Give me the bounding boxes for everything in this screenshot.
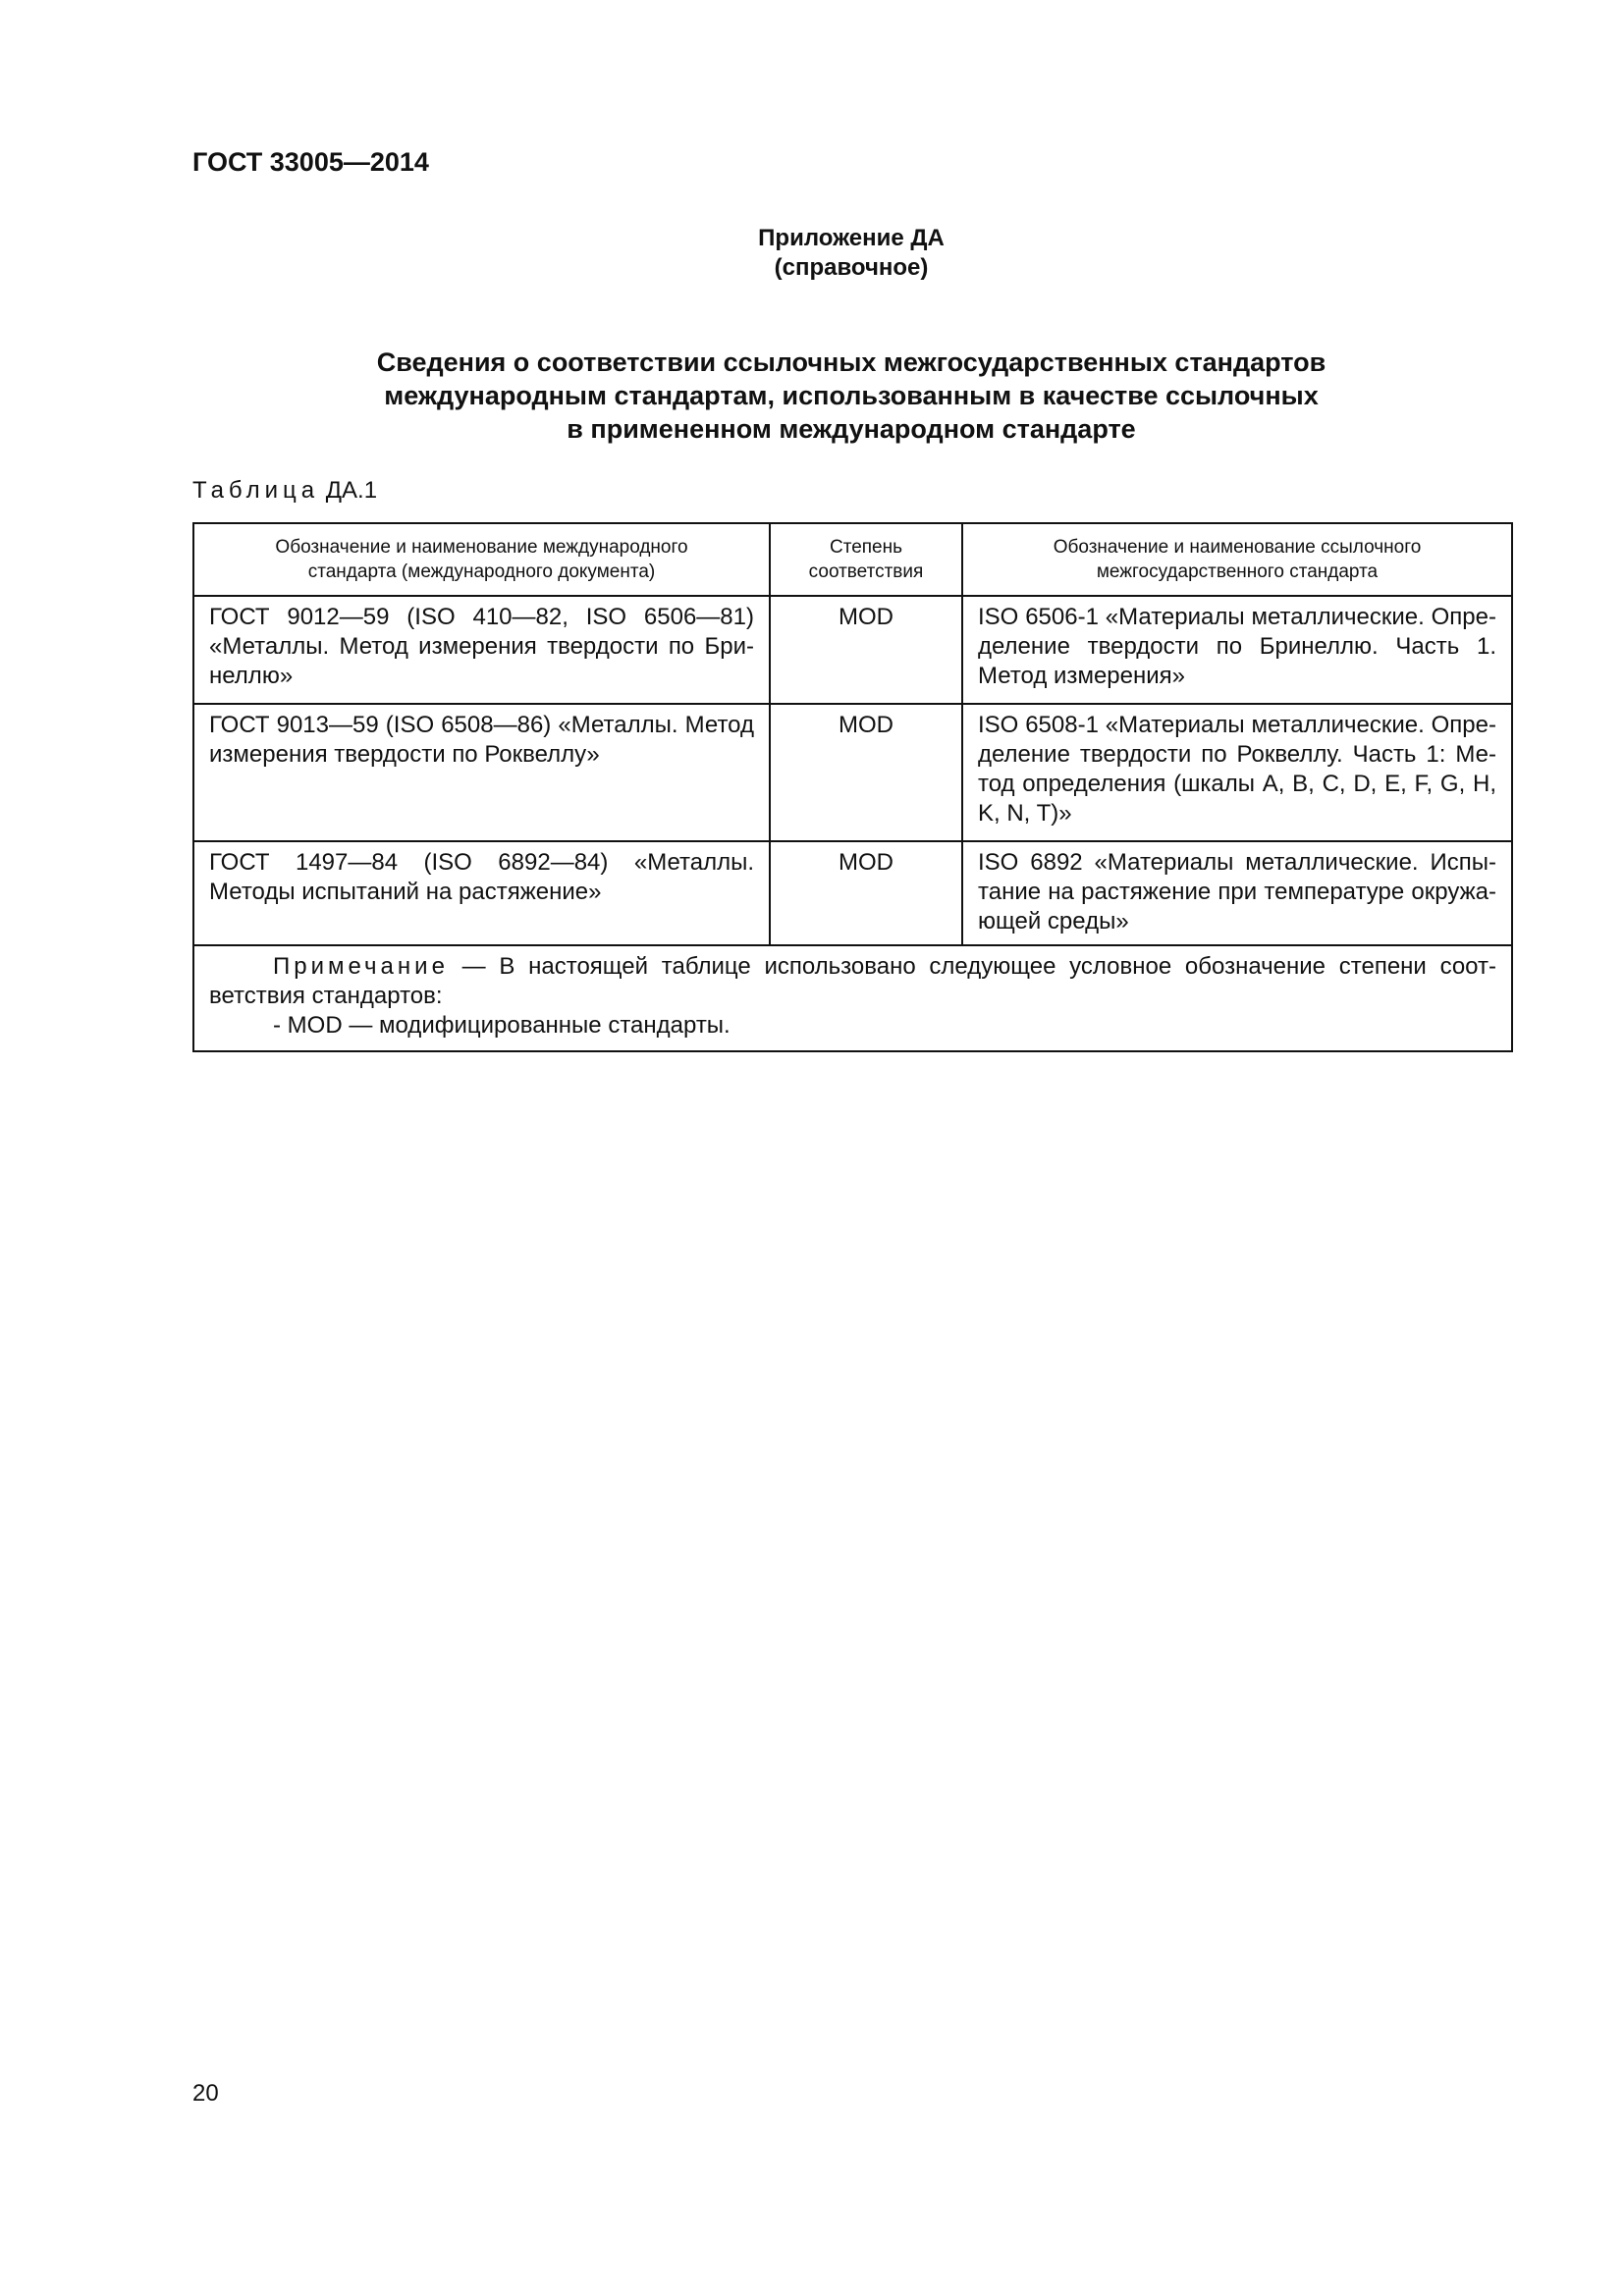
table-note-row (193, 945, 1512, 1051)
appendix-heading (192, 224, 1510, 283)
column-header-international: Обозначение и наименование международного стандарта (международного документа) (193, 523, 770, 596)
cell-international: ГОСТ 1497—84 (ISO 6892—84) «Металлы. Методы испытаний на растяжение» (193, 841, 770, 945)
appendix-note: (справочное) (774, 254, 929, 281)
document-title-line: в примененном международном стандарте (567, 414, 1136, 444)
column-header-interstate: Обозначение и наименование ссылочного межгосударственного стандарта (962, 523, 1512, 596)
cell-international: ГОСТ 9012—59 (ISO 410—82, ISO 6506—81) «Металлы. Метод измерения твердости по Бринеллю» (193, 596, 770, 704)
column-header-degree: Степень соответствия (770, 523, 962, 596)
cell-international: ГОСТ 9013—59 (ISO 6508—86) «Металлы. Метод измерения твердости по Роквеллу» (193, 704, 770, 841)
cell-interstate: ISO 6506-1 «Материалы металлические. Определение твердости по Бринеллю. Часть 1. Метод измерения» (962, 596, 1512, 704)
document-title (192, 346, 1510, 446)
cell-degree: MOD (770, 841, 962, 945)
document-title-line: международным стандартам, использованным в качестве ссылочных (384, 381, 1319, 410)
note-item: - MOD — модифицированные стандарты. (273, 1012, 731, 1039)
table-row (193, 841, 1512, 945)
appendix-title: Приложение ДА (758, 225, 945, 251)
cell-interstate: ISO 6508-1 «Материалы металлические. Определение твердости по Роквеллу. Часть 1: Метод определения (шкалы А, В, С, D, E, F, G, H, K, N, T)» (962, 704, 1512, 841)
note-text: — В настоящей таблице использовано следующее условное обозначение степени соответствия стандартов: (209, 953, 1496, 1009)
table-row (193, 704, 1512, 841)
table-label (192, 476, 377, 506)
page-number: 20 (192, 2080, 219, 2107)
table-header-row (193, 523, 1512, 596)
cell-degree: MOD (770, 704, 962, 841)
table-label-word: Таблица (192, 477, 320, 504)
document-code: ГОСТ 33005—2014 (192, 147, 429, 177)
cell-degree: MOD (770, 596, 962, 704)
note-label: Примечание (273, 953, 449, 980)
table-label-number: ДА.1 (325, 477, 378, 504)
cell-interstate: ISO 6892 «Материалы металлические. Испытание на растяжение при температуре окружающей среды» (962, 841, 1512, 945)
document-title-line: Сведения о соответствии ссылочных межгосударственных стандартов (376, 347, 1326, 377)
correspondence-table (192, 522, 1513, 1052)
table-note (193, 945, 1512, 1051)
table-row (193, 596, 1512, 704)
